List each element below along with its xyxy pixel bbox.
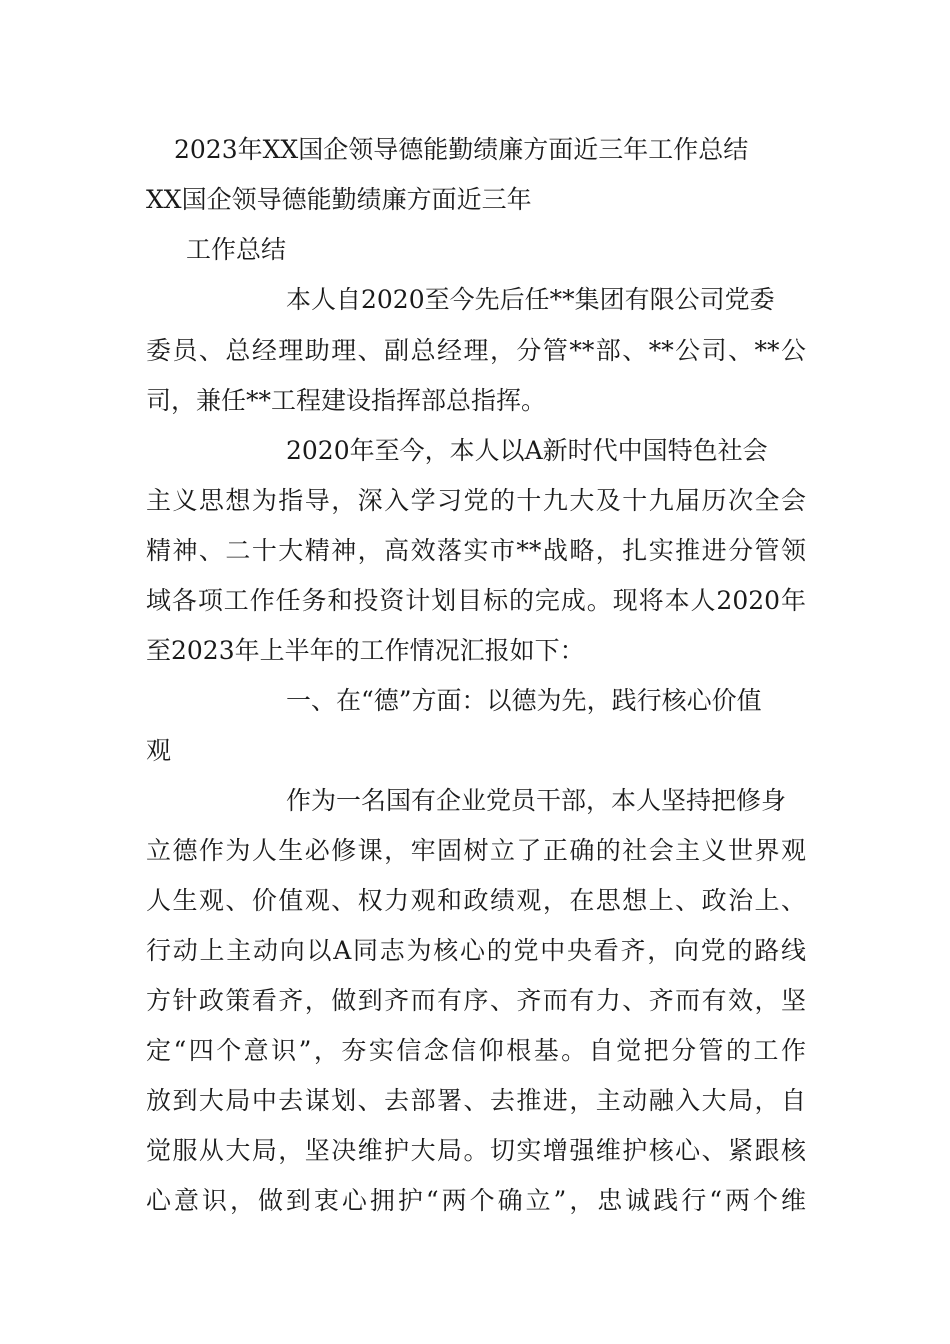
paragraph-3-line-3: 人生观、价值观、权力观和政绩观，在思想上、政治上、 <box>146 886 806 915</box>
paragraph-3-line-4: 行动上主动向以A同志为核心的党中央看齐，向党的路线 <box>146 936 806 965</box>
document-title-line-1: 2023年XX国企领导德能勤绩廉方面近三年工作总结 <box>174 135 749 164</box>
paragraph-3-line-5: 方针政策看齐，做到齐而有序、齐而有力、齐而有效，坚 <box>146 986 806 1015</box>
paragraph-3-line-9: 心意识，做到衷心拥护“两个确立”，忠诚践行“两个维 <box>146 1186 806 1215</box>
paragraph-3-line-6: 定“四个意识”，夯实信念信仰根基。自觉把分管的工作 <box>146 1036 806 1065</box>
document-title-line-3: 工作总结 <box>186 235 287 264</box>
section-heading-line-2: 观 <box>146 736 172 765</box>
paragraph-3-line-7: 放到大局中去谋划、去部署、去推进，主动融入大局，自 <box>146 1086 806 1115</box>
paragraph-3-line-8: 觉服从大局，坚决维护大局。切实增强维护核心、紧跟核 <box>146 1136 806 1165</box>
paragraph-1-line-1: 本人自2020至今先后任**集团有限公司党委 <box>286 285 775 314</box>
paragraph-3-line-1: 作为一名国有企业党员干部，本人坚持把修身 <box>286 786 787 815</box>
section-heading-line-1: 一、在“德”方面：以德为先，践行核心价值 <box>286 686 762 715</box>
paragraph-2-line-4: 域各项工作任务和投资计划目标的完成。现将本人2020年 <box>146 586 806 615</box>
paragraph-2-line-2: 主义思想为指导，深入学习党的十九大及十九届历次全会 <box>146 486 806 515</box>
paragraph-3-line-2: 立德作为人生必修课，牢固树立了正确的社会主义世界观 <box>146 836 806 865</box>
paragraph-2-line-1: 2020年至今，本人以A新时代中国特色社会 <box>286 436 768 465</box>
paragraph-2-line-3: 精神、二十大精神，高效落实市**战略，扎实推进分管领 <box>146 536 806 565</box>
paragraph-2-line-5: 至2023年上半年的工作情况汇报如下： <box>146 636 585 665</box>
document-title-line-2: XX国企领导德能勤绩廉方面近三年 <box>146 185 532 214</box>
paragraph-1-line-3: 司，兼任**工程建设指挥部总指挥。 <box>146 386 547 415</box>
paragraph-1-line-2: 委员、总经理助理、副总经理，分管**部、**公司、**公 <box>146 336 806 365</box>
